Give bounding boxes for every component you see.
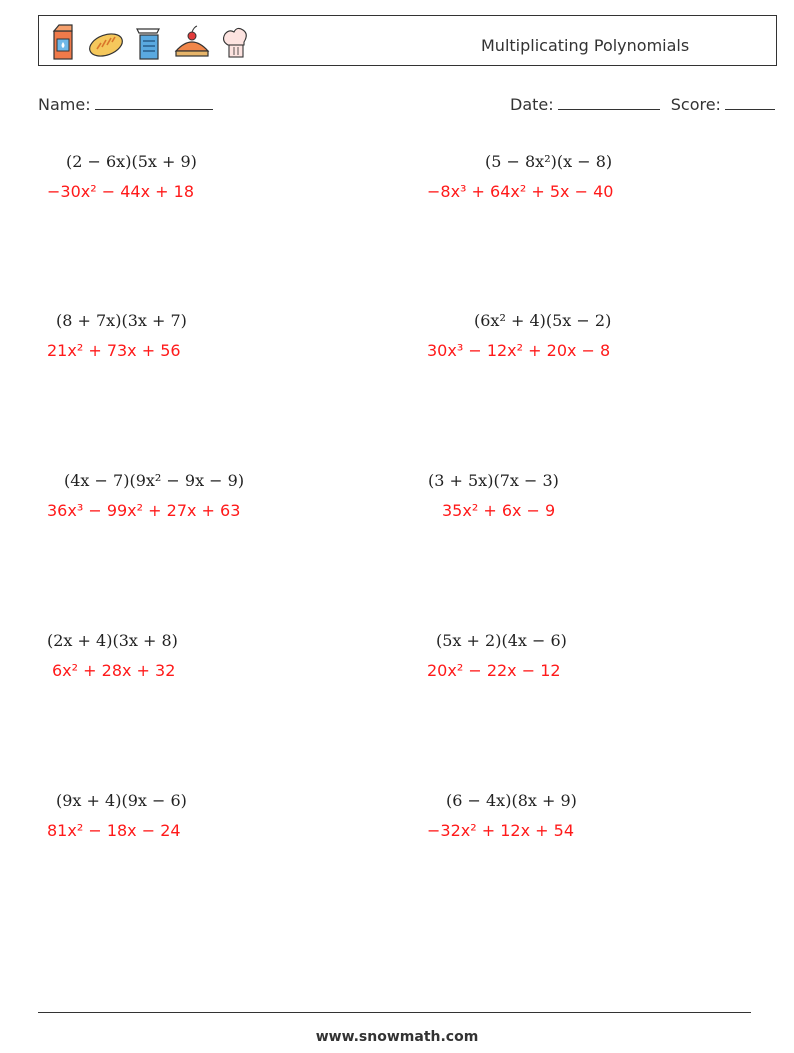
problem-question: (2x + 4)(3x + 8) bbox=[47, 631, 178, 650]
date-label: Date: bbox=[510, 95, 554, 114]
problem-answer: −8x³ + 64x² + 5x − 40 bbox=[427, 182, 614, 201]
bread-loaf-icon bbox=[87, 23, 125, 61]
problem-answer: 36x³ − 99x² + 27x + 63 bbox=[47, 501, 241, 520]
measuring-cup-icon bbox=[133, 23, 165, 61]
footer-divider bbox=[38, 1012, 751, 1013]
footer-website: www.snowmath.com bbox=[315, 1029, 479, 1045]
chef-hat-icon bbox=[219, 23, 251, 61]
problem-question: (8 + 7x)(3x + 7) bbox=[56, 311, 187, 330]
name-field bbox=[38, 93, 213, 114]
header-icons bbox=[47, 22, 251, 62]
problem-answer: −32x² + 12x + 54 bbox=[427, 821, 574, 840]
problem-question: (2 − 6x)(5x + 9) bbox=[66, 152, 197, 171]
worksheet-title: Multiplicating Polynomials bbox=[481, 36, 690, 55]
problem-question: (6 − 4x)(8x + 9) bbox=[446, 791, 577, 810]
score-blank bbox=[725, 93, 775, 110]
cake-slice-icon bbox=[173, 23, 211, 61]
problem-question: (5x + 2)(4x − 6) bbox=[436, 631, 567, 650]
problem-answer: 35x² + 6x − 9 bbox=[442, 501, 556, 520]
problem-answer: 20x² − 22x − 12 bbox=[427, 661, 561, 680]
date-score-fields bbox=[510, 93, 775, 114]
problem-answer: 6x² + 28x + 32 bbox=[52, 661, 176, 680]
problem-answer: 81x² − 18x − 24 bbox=[47, 821, 181, 840]
problem-question: (9x + 4)(9x − 6) bbox=[56, 791, 187, 810]
problem-answer: 30x³ − 12x² + 20x − 8 bbox=[427, 341, 611, 360]
name-blank bbox=[95, 93, 213, 110]
problem-answer: −30x² − 44x + 18 bbox=[47, 182, 194, 201]
date-blank bbox=[558, 93, 660, 110]
name-label: Name: bbox=[38, 95, 91, 114]
problem-answer: 21x² + 73x + 56 bbox=[47, 341, 181, 360]
milk-carton-icon bbox=[47, 23, 79, 61]
problem-question: (3 + 5x)(7x − 3) bbox=[428, 471, 559, 490]
problem-question: (6x² + 4)(5x − 2) bbox=[474, 311, 612, 330]
problem-question: (5 − 8x²)(x − 8) bbox=[485, 152, 613, 171]
worksheet-header bbox=[38, 15, 777, 66]
problem-question: (4x − 7)(9x² − 9x − 9) bbox=[64, 471, 245, 490]
score-label: Score: bbox=[670, 95, 721, 114]
